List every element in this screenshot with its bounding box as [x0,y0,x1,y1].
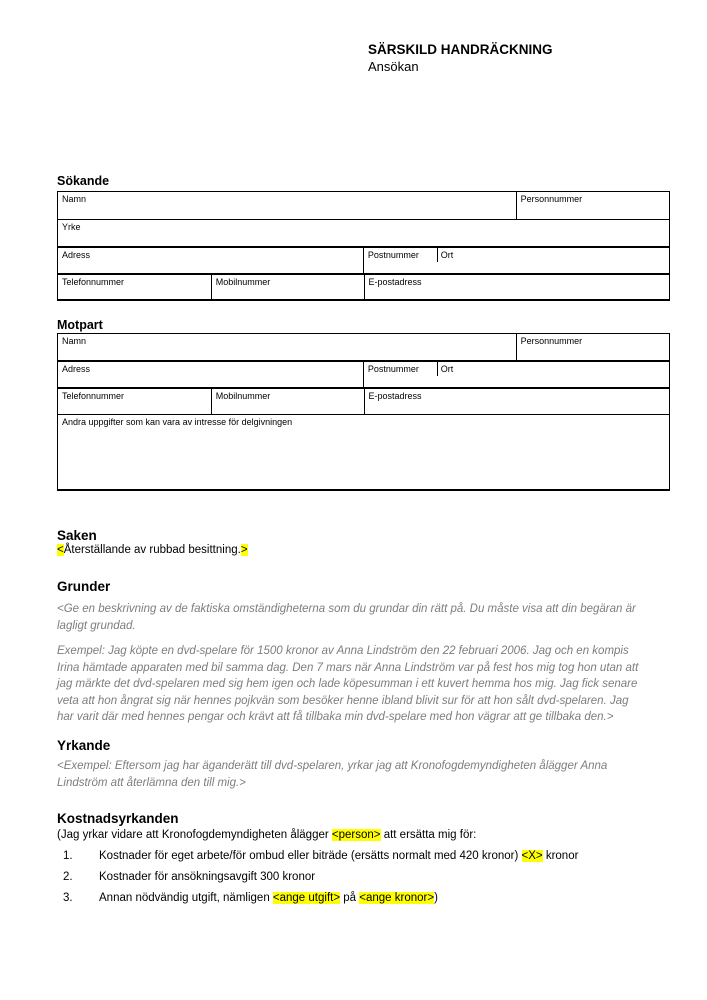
section-heading-motpart: Motpart [57,318,103,332]
table-row [58,219,669,246]
sokande-telefonnummer-field[interactable] [58,275,211,299]
text-line: veta att hon ångrat sig när hennes pojkvän som besöker henne ibland blivit sur för att hon sålt dvd-spelaren. Jag [57,694,629,707]
field-label: Telefonnummer [62,277,125,287]
text-line: <Ge en beskrivning av de faktiska omständigheterna som du grundar din rätt på. Du måste visa att din begäran är [57,603,636,615]
section-heading-yrkande: Yrkande [57,738,111,753]
field-label: Personnummer [520,194,583,204]
table-row [58,387,669,414]
document-title-block [368,42,553,75]
text-segment: Annan nödvändig utgift, nämligen [99,892,273,904]
field-label: Personnummer [520,336,583,346]
cost-item-3 [63,891,438,905]
document-title: SÄRSKILD HANDRÄCKNING [368,42,553,57]
sokande-namn-field[interactable] [58,192,516,219]
motpart-postnummer-field[interactable] [363,362,437,387]
text-line: <Exempel: Eftersom jag har äganderätt till dvd-spelaren, yrkar jag att Kronofogdemyndigheten ålägger Anna [57,760,608,772]
cost-item-1 [63,849,578,863]
text-segment: kronor [542,850,579,862]
text-segment: att ersätta mig för: [380,829,477,841]
sokande-table [57,191,670,301]
field-label: Ort [440,250,454,260]
table-row [58,334,669,360]
motpart-ort-field[interactable] [437,362,669,387]
field-label: Postnummer [367,250,419,260]
text-line: Lindström att återlämna den till mig.> [57,776,246,789]
saken-text [57,543,248,557]
item-number: 3. [63,892,73,904]
document-subtitle: Ansökan [368,59,419,74]
motpart-epostadress-field[interactable] [364,389,670,414]
field-label: Adress [62,364,91,374]
field-label: Namn [62,194,87,204]
sokande-yrke-field[interactable] [58,220,669,246]
text-segment: Kostnader för eget arbete/för ombud eller biträde (ersätts normalt med 420 kronor) [99,850,522,862]
text-segment: Kostnader för ansökningsavgift 300 kronor [99,871,316,883]
saken-value: Återställande av rubbad besittning. [63,544,241,556]
sokande-epostadress-field[interactable] [364,275,670,299]
field-label: Mobilnummer [215,277,271,287]
grunder-example [57,643,677,726]
motpart-namn-field[interactable] [58,334,516,360]
section-heading-grunder: Grunder [57,579,111,594]
placeholder-x-kronor[interactable]: <X> [521,850,543,862]
field-label: Ort [440,364,454,374]
sokande-postnummer-field[interactable] [363,248,437,273]
field-label: Postnummer [367,364,419,374]
field-label: E-postadress [368,277,422,287]
section-heading-sokande: Sökande [57,174,110,188]
text-segment: (Jag yrkar vidare att Kronofogdemyndigheten ålägger [57,829,332,841]
text-segment: ) [434,892,438,904]
placeholder-bracket-close[interactable]: > [240,544,248,556]
field-label: Yrke [62,222,81,232]
text-line: jag märkte det dvd-spelaren med sig hem igen och lade köpesumman i ett kuvert hemma hos mig. Jag fick senare [57,678,638,690]
field-label: E-postadress [368,391,422,401]
cell-divider [437,248,438,262]
motpart-andra-uppgifter-field[interactable] [58,415,669,489]
motpart-telefonnummer-field[interactable] [58,389,211,414]
field-label: Andra uppgifter som kan vara av intresse för delgivningen [62,417,293,427]
sokande-personnummer-field[interactable] [516,192,669,219]
placeholder-ange-utgift[interactable]: <ange utgift> [272,892,341,904]
yrkande-text [57,758,677,791]
section-heading-kostnadsyrkanden: Kostnadsyrkanden [57,811,179,826]
text-line: Exempel: Jag köpte en dvd-spelare för 1500 kronor av Anna Lindström den 22 februari 2006. Jag och en kompis [57,645,629,657]
table-row [58,246,669,273]
text-line: Irina hämtade apparaten med bil samma dag. Den 7 mars när Anna Lindström var på fest hos mig tog hon utan att [57,661,639,674]
placeholder-ange-kronor[interactable]: <ange kronor> [359,892,435,904]
text-segment: på [340,892,360,904]
table-row [58,273,669,299]
table-row [58,192,669,219]
sokande-ort-field[interactable] [437,248,669,273]
field-label: Adress [62,250,91,260]
section-heading-saken: Saken [57,528,97,543]
placeholder-bracket-open[interactable]: < [57,544,64,556]
sokande-mobilnummer-field[interactable] [211,275,364,299]
text-line: har varit där med hennes pengar och krävt att få tillbaka min dvd-spelare med hon vägrar att ge tillbaka den.> [57,711,614,723]
cost-item-2 [63,870,315,884]
field-label: Telefonnummer [62,391,125,401]
placeholder-person[interactable]: <person> [331,829,381,841]
item-number: 1. [63,850,73,862]
field-label: Namn [62,336,87,346]
table-row [58,414,669,489]
motpart-personnummer-field[interactable] [516,334,669,360]
grunder-intro [57,601,677,634]
sokande-adress-field[interactable] [58,248,363,273]
cell-divider [437,362,438,376]
motpart-adress-field[interactable] [58,362,363,387]
table-row [58,360,669,387]
item-number: 2. [63,871,73,883]
motpart-mobilnummer-field[interactable] [211,389,364,414]
text-line: lagligt grundad. [57,619,136,632]
field-label: Mobilnummer [215,391,271,401]
motpart-table [57,333,670,491]
kostnad-intro [57,828,476,842]
